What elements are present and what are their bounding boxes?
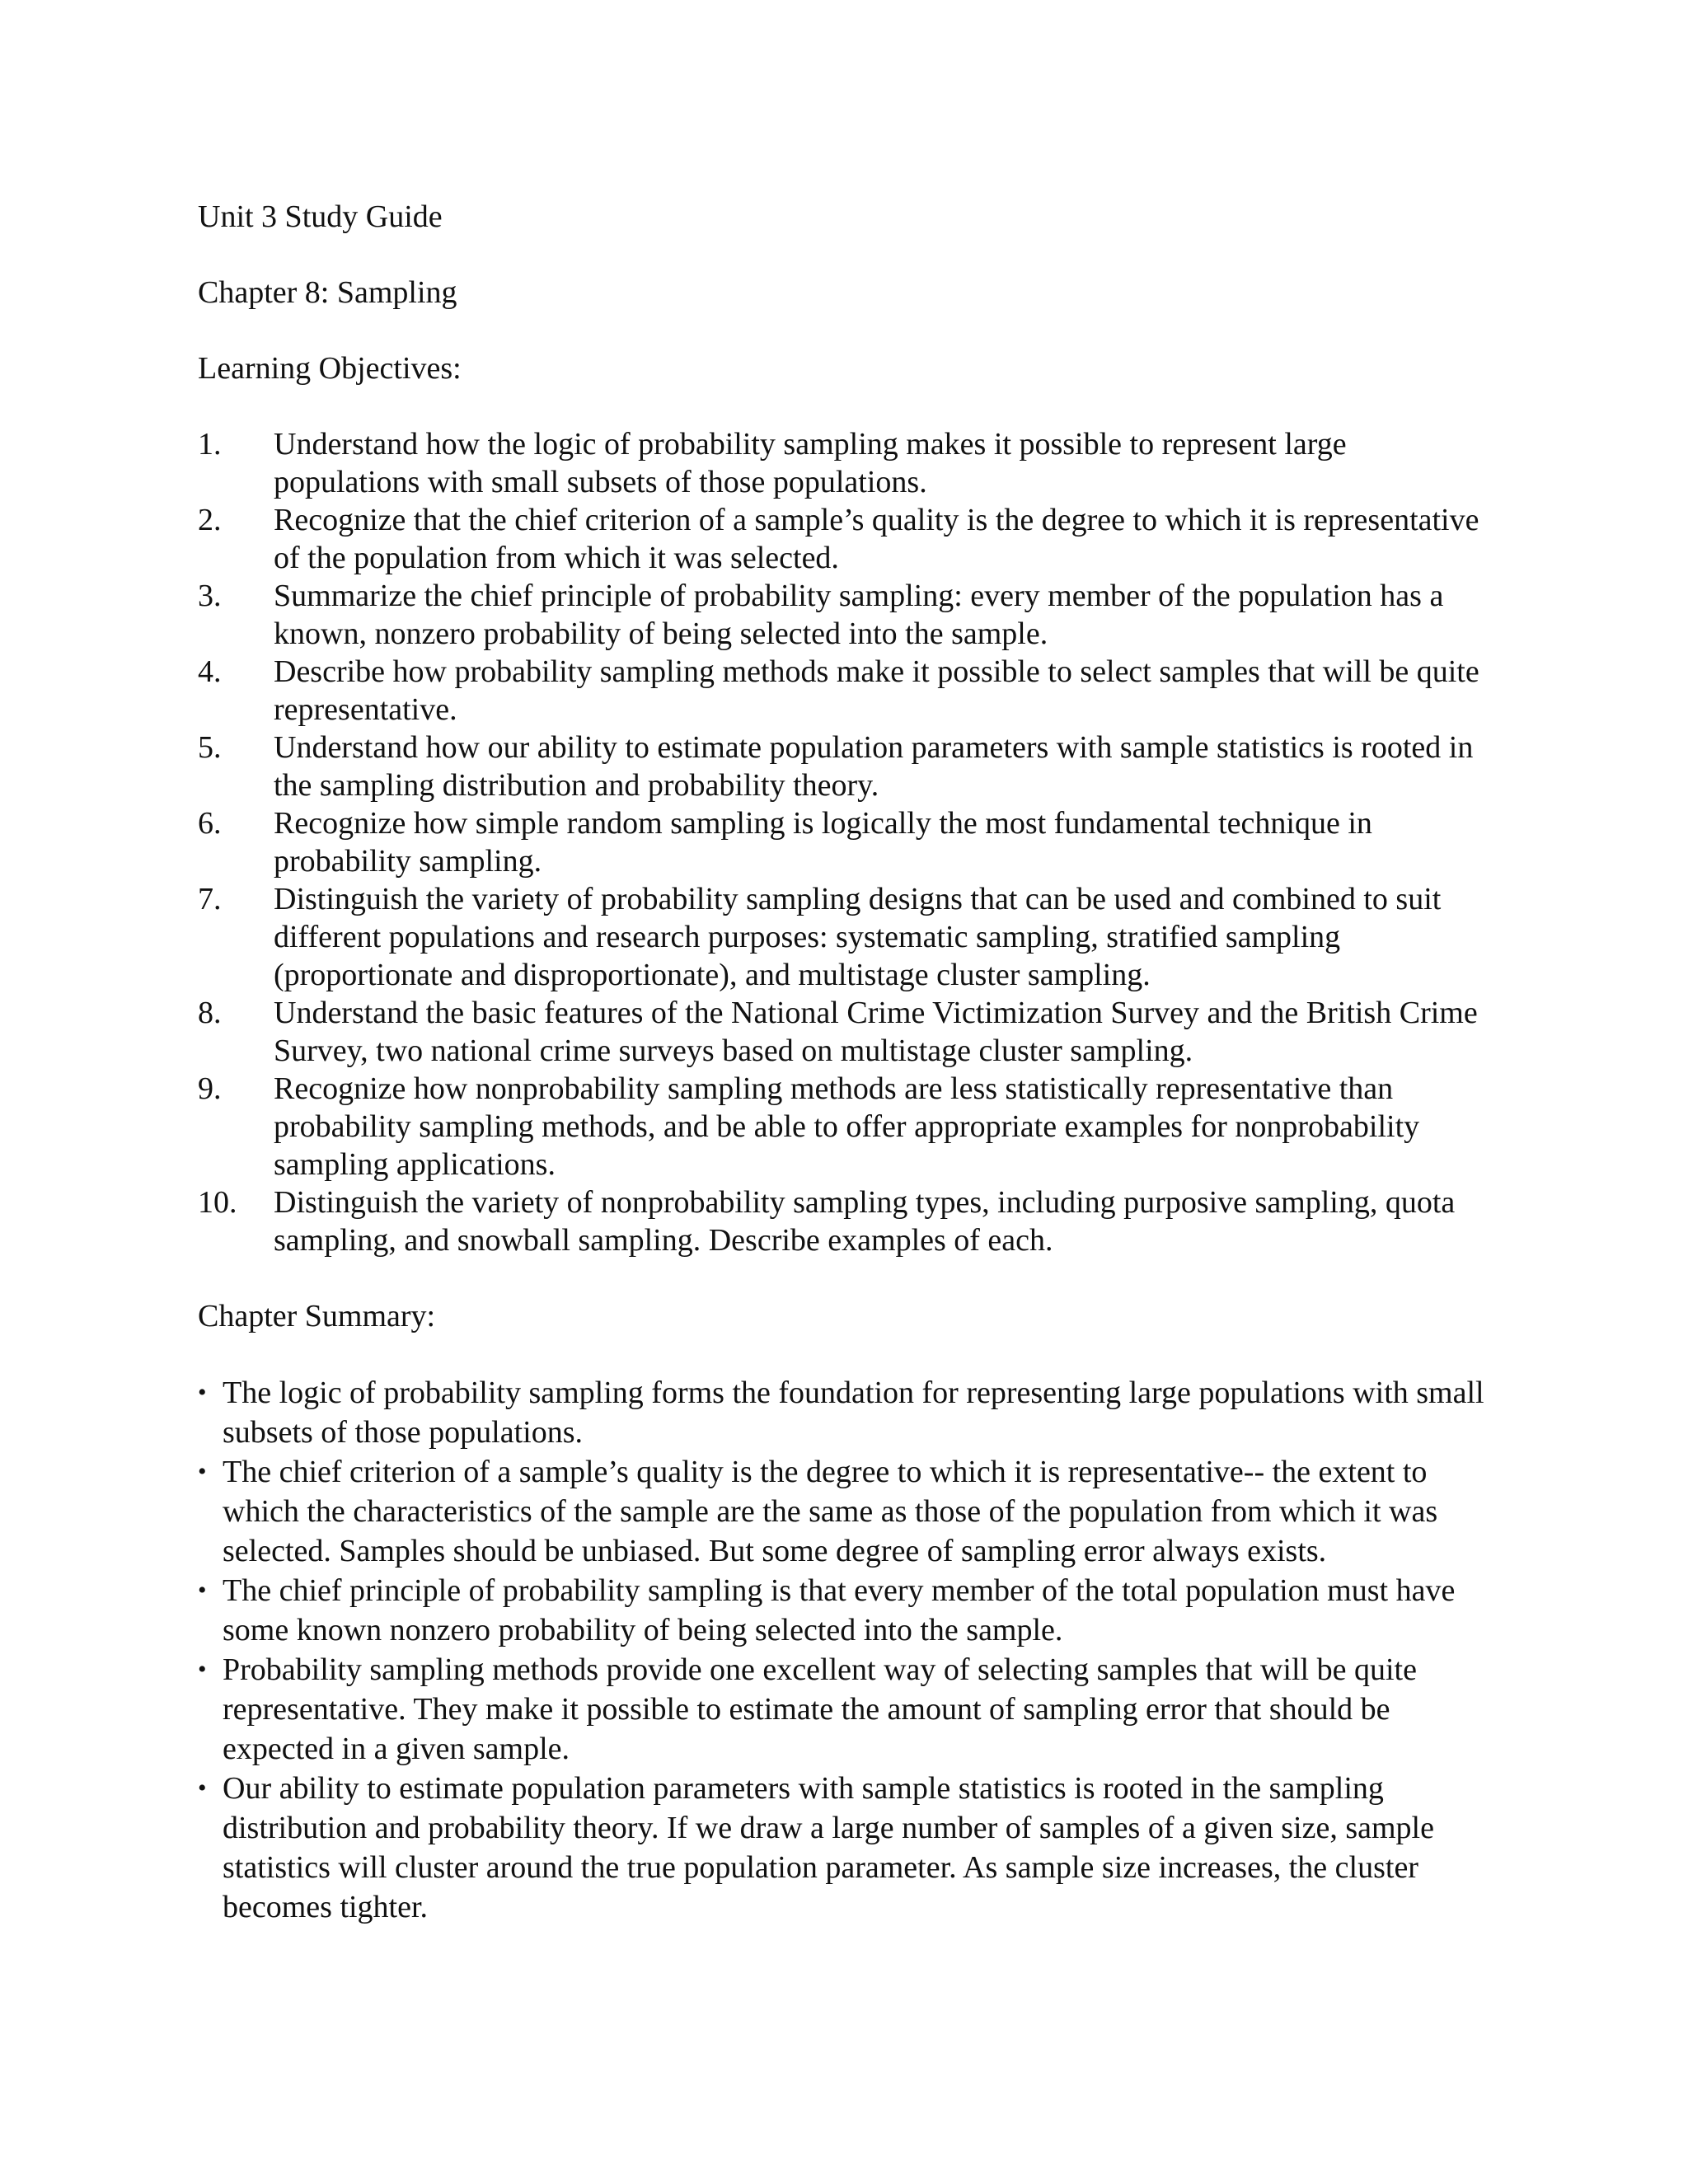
summary-item — [198, 1571, 1500, 1650]
objective-text: Distinguish the variety of probability sampling designs that can be used and combined to suit different populations and research purposes: systematic sampling, stratified sampling (proportionate and disproportionate), and multistage cluster sampling. — [274, 882, 1442, 992]
objective-item — [198, 729, 1500, 804]
objective-text: Recognize that the chief criterion of a sample’s quality is the degree to which it is representative of the population from which it was selected. — [274, 503, 1479, 575]
summary-text: The chief criterion of a sample’s quality is the degree to which it is representative-- the extent to which the characteristics of the sample are the same as those of the population from which it was selected. Samples should be unbiased. But some degree of sampling error always exists. — [223, 1455, 1438, 1568]
bullet-icon: • — [198, 1577, 207, 1604]
chapter-summary-heading: Chapter Summary: — [198, 1299, 436, 1333]
objective-text: Describe how probability sampling methods make it possible to select samples that will be quite representative. — [274, 654, 1479, 727]
objective-text: Understand how the logic of probability sampling makes it possible to represent large populations with small subsets of those populations. — [274, 427, 1347, 499]
bullet-icon: • — [198, 1774, 207, 1802]
objective-number: 5. — [198, 730, 222, 765]
summary-text: Our ability to estimate population parameters with sample statistics is rooted in the sampling distribution and probability theory. If we draw a large number of samples of a given size, sample statistics will cluster around the true population parameter. As sample size increases, the cluster becomes tighter. — [223, 1771, 1434, 1924]
objective-number: 2. — [198, 503, 222, 537]
summary-item — [198, 1769, 1500, 1927]
objective-number: 3. — [198, 579, 222, 613]
objective-number: 1. — [198, 427, 222, 462]
chapter-title: Chapter 8: Sampling — [198, 275, 457, 310]
summary-text: The chief principle of probability sampling is that every member of the total population must have some known nonzero probability of being selected into the sample. — [223, 1573, 1456, 1647]
summary-text: The logic of probability sampling forms the foundation for representing large populations with small subsets of those populations. — [223, 1376, 1484, 1450]
objective-item — [198, 804, 1500, 880]
chapter-summary-list — [198, 1373, 1500, 1927]
objective-number: 4. — [198, 654, 222, 689]
objective-number: 7. — [198, 882, 222, 916]
learning-objectives-heading: Learning Objectives: — [198, 351, 462, 386]
document-title: Unit 3 Study Guide — [198, 199, 443, 234]
objective-text: Distinguish the variety of nonprobability sampling types, including purposive sampling, quota sampling, and snowball sampling. Describe examples of each. — [274, 1185, 1456, 1258]
objective-text: Understand how our ability to estimate population parameters with sample statistics is rooted in the sampling distribution and probability theory. — [274, 730, 1474, 803]
objective-item — [198, 577, 1500, 653]
objective-item — [198, 1183, 1500, 1259]
objective-text: Recognize how simple random sampling is logically the most fundamental technique in probability sampling. — [274, 806, 1372, 879]
objective-item — [198, 653, 1500, 729]
objective-item — [198, 1070, 1500, 1183]
objective-item — [198, 425, 1500, 501]
objective-number: 8. — [198, 996, 222, 1030]
objective-item — [198, 501, 1500, 577]
objective-number: 9. — [198, 1071, 222, 1106]
learning-objectives-list — [198, 425, 1500, 1259]
summary-item — [198, 1650, 1500, 1769]
bullet-icon: • — [198, 1656, 207, 1683]
summary-text: Probability sampling methods provide one excellent way of selecting samples that will be quite representative. They make it possible to estimate the amount of sampling error that should be expected in a given sample. — [223, 1652, 1417, 1766]
objective-text: Summarize the chief principle of probability sampling: every member of the population has a known, nonzero probability of being selected into the sample. — [274, 579, 1444, 651]
bullet-icon: • — [198, 1458, 207, 1485]
objective-item — [198, 880, 1500, 994]
objective-text: Recognize how nonprobability sampling methods are less statistically representative than probability sampling methods, and be able to offer appropriate examples for nonprobability sampling applications. — [274, 1071, 1420, 1182]
summary-item — [198, 1452, 1500, 1571]
objective-number: 6. — [198, 806, 222, 841]
objective-number: 10. — [198, 1185, 237, 1220]
summary-item — [198, 1373, 1500, 1452]
document-content — [198, 198, 1500, 1927]
objective-text: Understand the basic features of the National Crime Victimization Survey and the British Crime Survey, two national crime surveys based on multistage cluster sampling. — [274, 996, 1478, 1068]
objective-item — [198, 994, 1500, 1070]
bullet-icon: • — [198, 1379, 207, 1406]
